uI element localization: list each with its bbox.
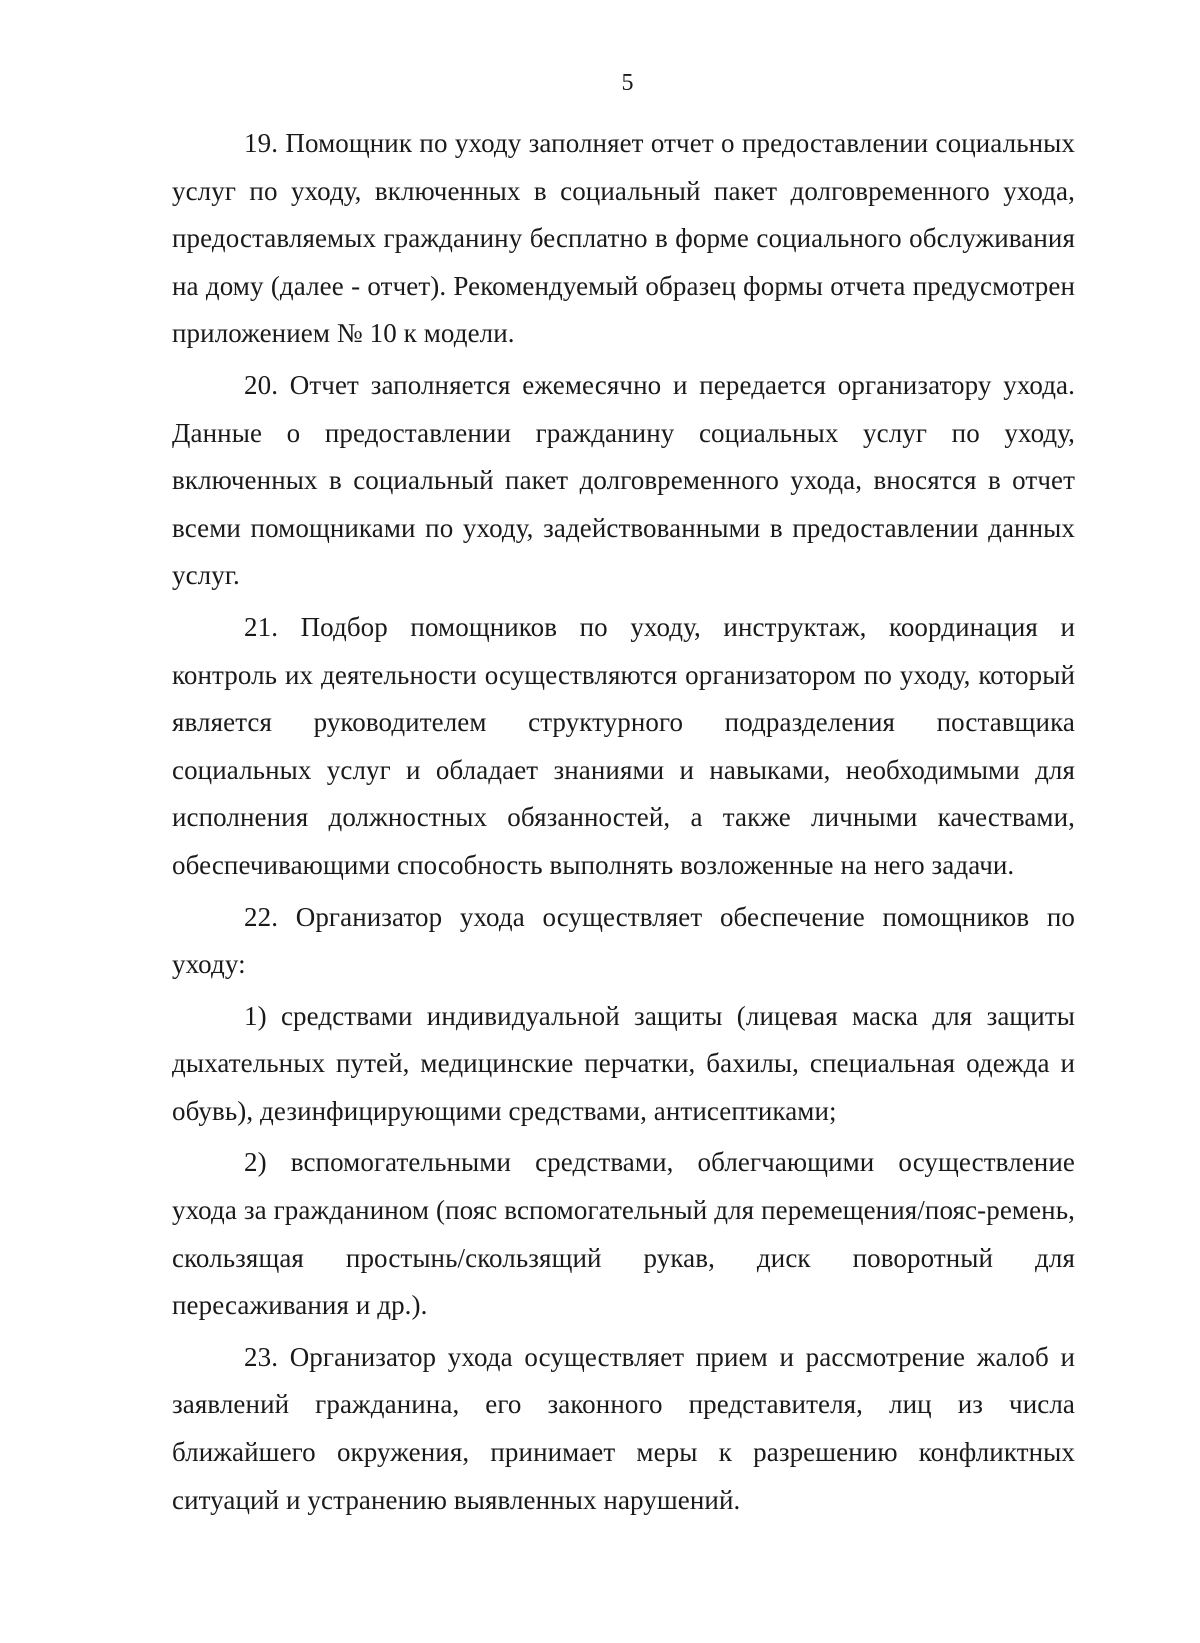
page-number: 5	[621, 70, 634, 96]
list-item-2: 2) вспомогательными средствами, облегчающими осуществление ухода за гражданином (пояс вспомогательный для перемещения/пояс-ремень, скользящая простынь/скользящий рукав, диск поворотный для пересаживания и др.).	[172, 1147, 1075, 1321]
paragraph-23: 23. Организатор ухода осуществляет прием и рассмотрение жалоб и заявлений гражданина, его законного представителя, лиц из числа ближайшего окружения, принимает меры к разрешению конфликтных ситуаций и устранению выявленных нарушений.	[172, 1341, 1075, 1515]
paragraph-20: 20. Отчет заполняется ежемесячно и передается организатору ухода. Данные о предоставлении гражданину социальных услуг по уходу, включенных в социальный пакет долговременного ухода, вносятся в отчет всеми помощниками по уходу, задействованными в предоставлении данных услуг.	[172, 369, 1075, 591]
list-item-1: 1) средствами индивидуальной защиты (лицевая маска для защиты дыхательных путей, медицинские перчатки, бахилы, специальная одежда и обувь), дезинфицирующими средствами, антисептиками;	[172, 1000, 1075, 1126]
paragraph-22: 22. Организатор ухода осуществляет обеспечение помощников по уходу:	[172, 901, 1075, 980]
paragraph-19: 19. Помощник по уходу заполняет отчет о предоставлении социальных услуг по уходу, включенных в социальный пакет долговременного ухода, предоставляемых гражданину бесплатно в форме социального обслуживания на дому (далее - отчет). Рекомендуемый образец формы отчета предусмотрен приложением № 10 к модели.	[172, 128, 1075, 349]
document-body	[172, 120, 1075, 1528]
paragraph-21: 21. Подбор помощников по уходу, инструктаж, координация и контроль их деятельности осуществляются организатором по уходу, который является руководителем структурного подразделения поставщика социальных услуг и обладает знаниями и навыками, необходимыми для исполнения должностных обязанностей, а также личными качествами, обеспечивающими способность выполнять возложенные на него задачи.	[172, 611, 1075, 880]
